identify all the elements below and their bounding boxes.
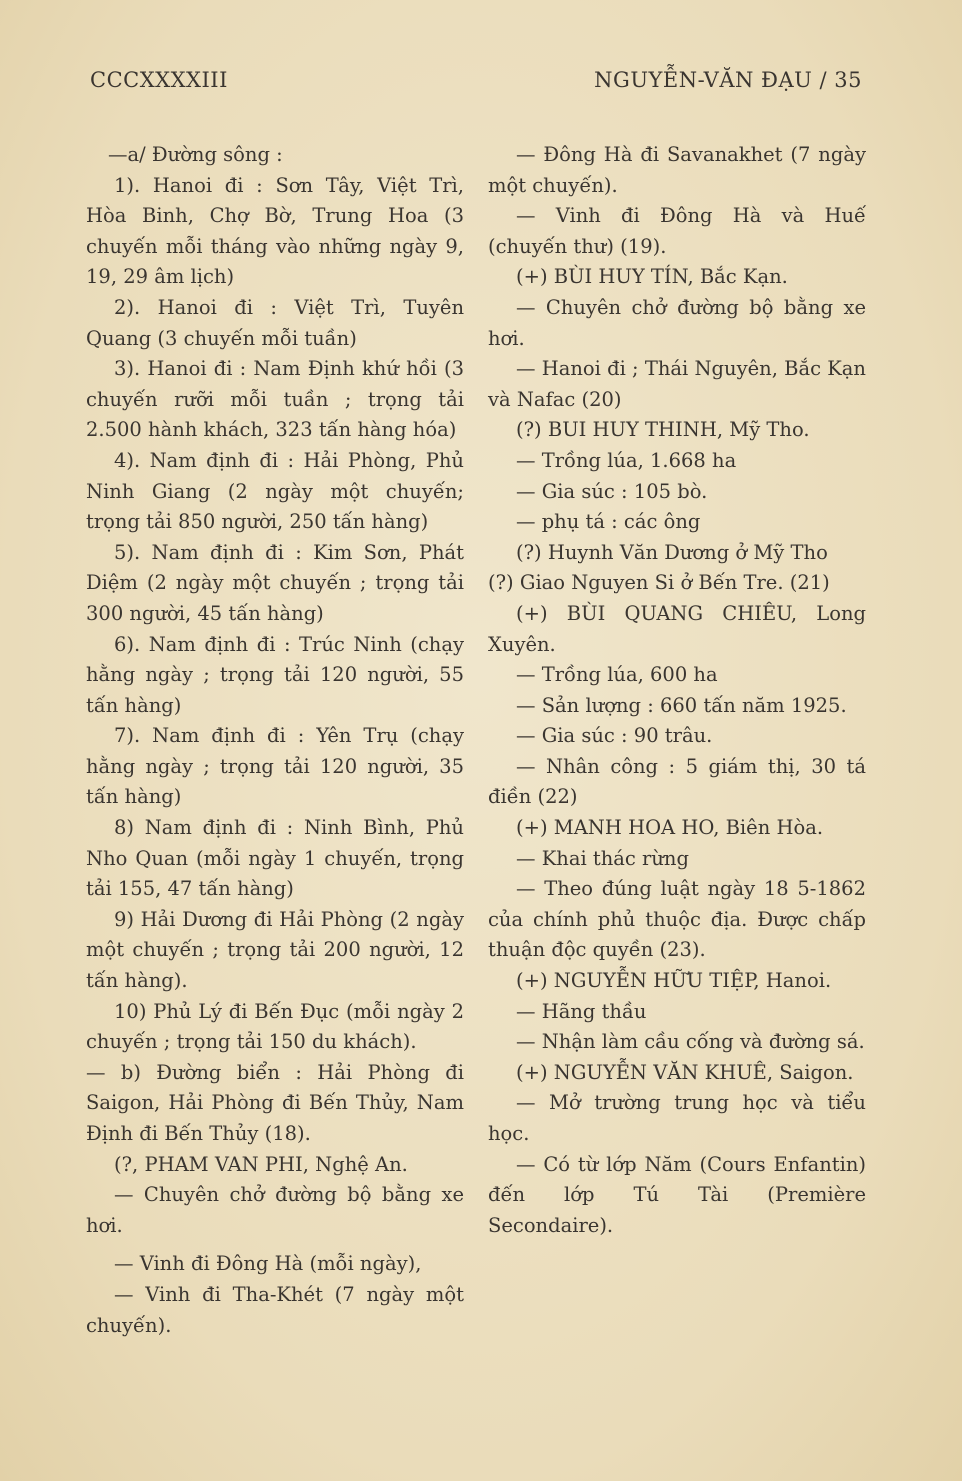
- left-column: [86, 140, 471, 1341]
- paragraph: (+) BÙI HUY TÍN, Bắc Kạn.: [516, 265, 788, 289]
- paragraph: (+) NGUYỄN VĂN KHUÊ, Saigon.: [516, 1060, 854, 1084]
- paragraph: (+) MANH HOA HO, Biên Hòa.: [516, 816, 824, 840]
- paragraph: — Trồng lúa, 1.668 ha: [516, 448, 737, 472]
- paragraph: — Gia súc : 105 bò.: [516, 479, 708, 503]
- paragraph: — Chuyên chở đường bộ bằng xe hơi.: [488, 295, 873, 350]
- paragraph: —a/ Đường sông :: [108, 143, 283, 166]
- paragraph: 2). Hanoi đi : Việt Trì, Tuyên Quang (3 chuyến mỗi tuần): [86, 295, 471, 350]
- paragraph: — Nhận làm cầu cống và đường sá.: [516, 1030, 865, 1054]
- paragraph: 9) Hải Dương đi Hải Phòng (2 ngày một chuyến ; trọng tải 200 người, 12 tấn hàng).: [86, 907, 471, 993]
- paragraph: 3). Hanoi đi : Nam Định khứ hồi (3 chuyến rưỡi mỗi tuần ; trọng tải 2.500 hành khách, 323 tấn hàng hóa): [86, 357, 471, 442]
- paragraph: 8) Nam định đi : Ninh Bình, Phủ Nho Quan (mỗi ngày 1 chuyến, trọng tải 155, 47 tấn hàng): [86, 816, 471, 901]
- paragraph: — Chuyên chở đường bộ bằng xe hơi.: [86, 1183, 471, 1237]
- paragraph: — b) Đường biển : Hải Phòng đi Saigon, Hải Phòng đi Bến Thủy, Nam Định đi Bến Thủy (18).: [86, 1060, 471, 1145]
- paragraph: — Hanoi đi ; Thái Nguyên, Bắc Kạn và Nafac (20): [488, 357, 873, 411]
- paragraph: 1). Hanoi đi : Sơn Tây, Việt Trì, Hòa Binh, Chợ Bờ, Trung Hoa (3 chuyến mỗi tháng vào những ngày 9, 19, 29 âm lịch): [86, 173, 471, 289]
- paragraph: — Theo đúng luật ngày 18 5-1862 của chính phủ thuộc địa. Được chấp thuận độc quyền (23).: [488, 877, 873, 962]
- paragraph: (+) NGUYỄN HỮU TIỆP, Hanoi.: [516, 969, 832, 993]
- paragraph: — Vinh đi Đông Hà và Huế (chuyến thư) (19).: [488, 204, 873, 258]
- paragraph: 6). Nam định đi : Trúc Ninh (chạy hằng ngày ; trọng tải 120 người, 55 tấn hàng): [86, 632, 471, 717]
- paragraph: 5). Nam định đi : Kim Sơn, Phát Diệm (2 ngày một chuyến ; trọng tải 300 người, 45 tấn hàng): [86, 540, 471, 625]
- paragraph: — Nhân công : 5 giám thị, 30 tá điền (22): [488, 754, 873, 809]
- paragraph: (+) BÙI QUANG CHIÊU, Long Xuyên.: [488, 601, 873, 656]
- paragraph: 4). Nam định đi : Hải Phòng, Phủ Ninh Giang (2 ngày một chuyến; trọng tải 850 người, 250 tấn hàng): [86, 448, 471, 534]
- paragraph: — Hãng thầu: [516, 999, 647, 1023]
- paragraph: (?) Giao Nguyen Si ở Bến Tre. (21): [488, 571, 830, 595]
- paragraph: — phụ tá : các ông: [516, 510, 701, 534]
- paragraph: (?) BUI HUY THINH, Mỹ Tho.: [516, 418, 810, 442]
- paragraph: — Đông Hà đi Savanakhet (7 ngày một chuyến).: [488, 143, 873, 197]
- paragraph: 7). Nam định đi : Yên Trụ (chạy hằng ngày ; trọng tải 120 người, 35 tấn hàng): [86, 724, 471, 809]
- page-header-author-page: NGUYỄN-VĂN ĐẠU / 35: [594, 68, 862, 92]
- paragraph: — Sản lượng : 660 tấn năm 1925.: [516, 693, 847, 717]
- paragraph: — Có từ lớp Năm (Cours Enfantin) đến lớp Tú Tài (Première Secondaire).: [488, 1152, 873, 1237]
- paragraph: 10) Phủ Lý đi Bến Đục (mỗi ngày 2 chuyến ; trọng tải 150 du khách).: [86, 999, 471, 1054]
- paragraph: — Gia súc : 90 trâu.: [516, 724, 713, 748]
- paragraph: — Mở trường trung học và tiểu học.: [488, 1091, 873, 1145]
- paragraph: (?, PHAM VAN PHI, Nghệ An.: [114, 1152, 408, 1176]
- paragraph: — Khai thác rừng: [516, 846, 689, 870]
- page-header-roman-number: CCCXXXXIII: [90, 68, 228, 92]
- paragraph: — Vinh đi Đông Hà (mỗi ngày),: [114, 1252, 422, 1276]
- paragraph: — Vinh đi Tha-Khét (7 ngày một chuyến).: [86, 1282, 471, 1337]
- paragraph: (?) Huynh Văn Dương ở Mỹ Tho: [516, 540, 828, 564]
- paragraph: — Trồng lúa, 600 ha: [516, 663, 718, 687]
- right-column: [488, 140, 873, 1241]
